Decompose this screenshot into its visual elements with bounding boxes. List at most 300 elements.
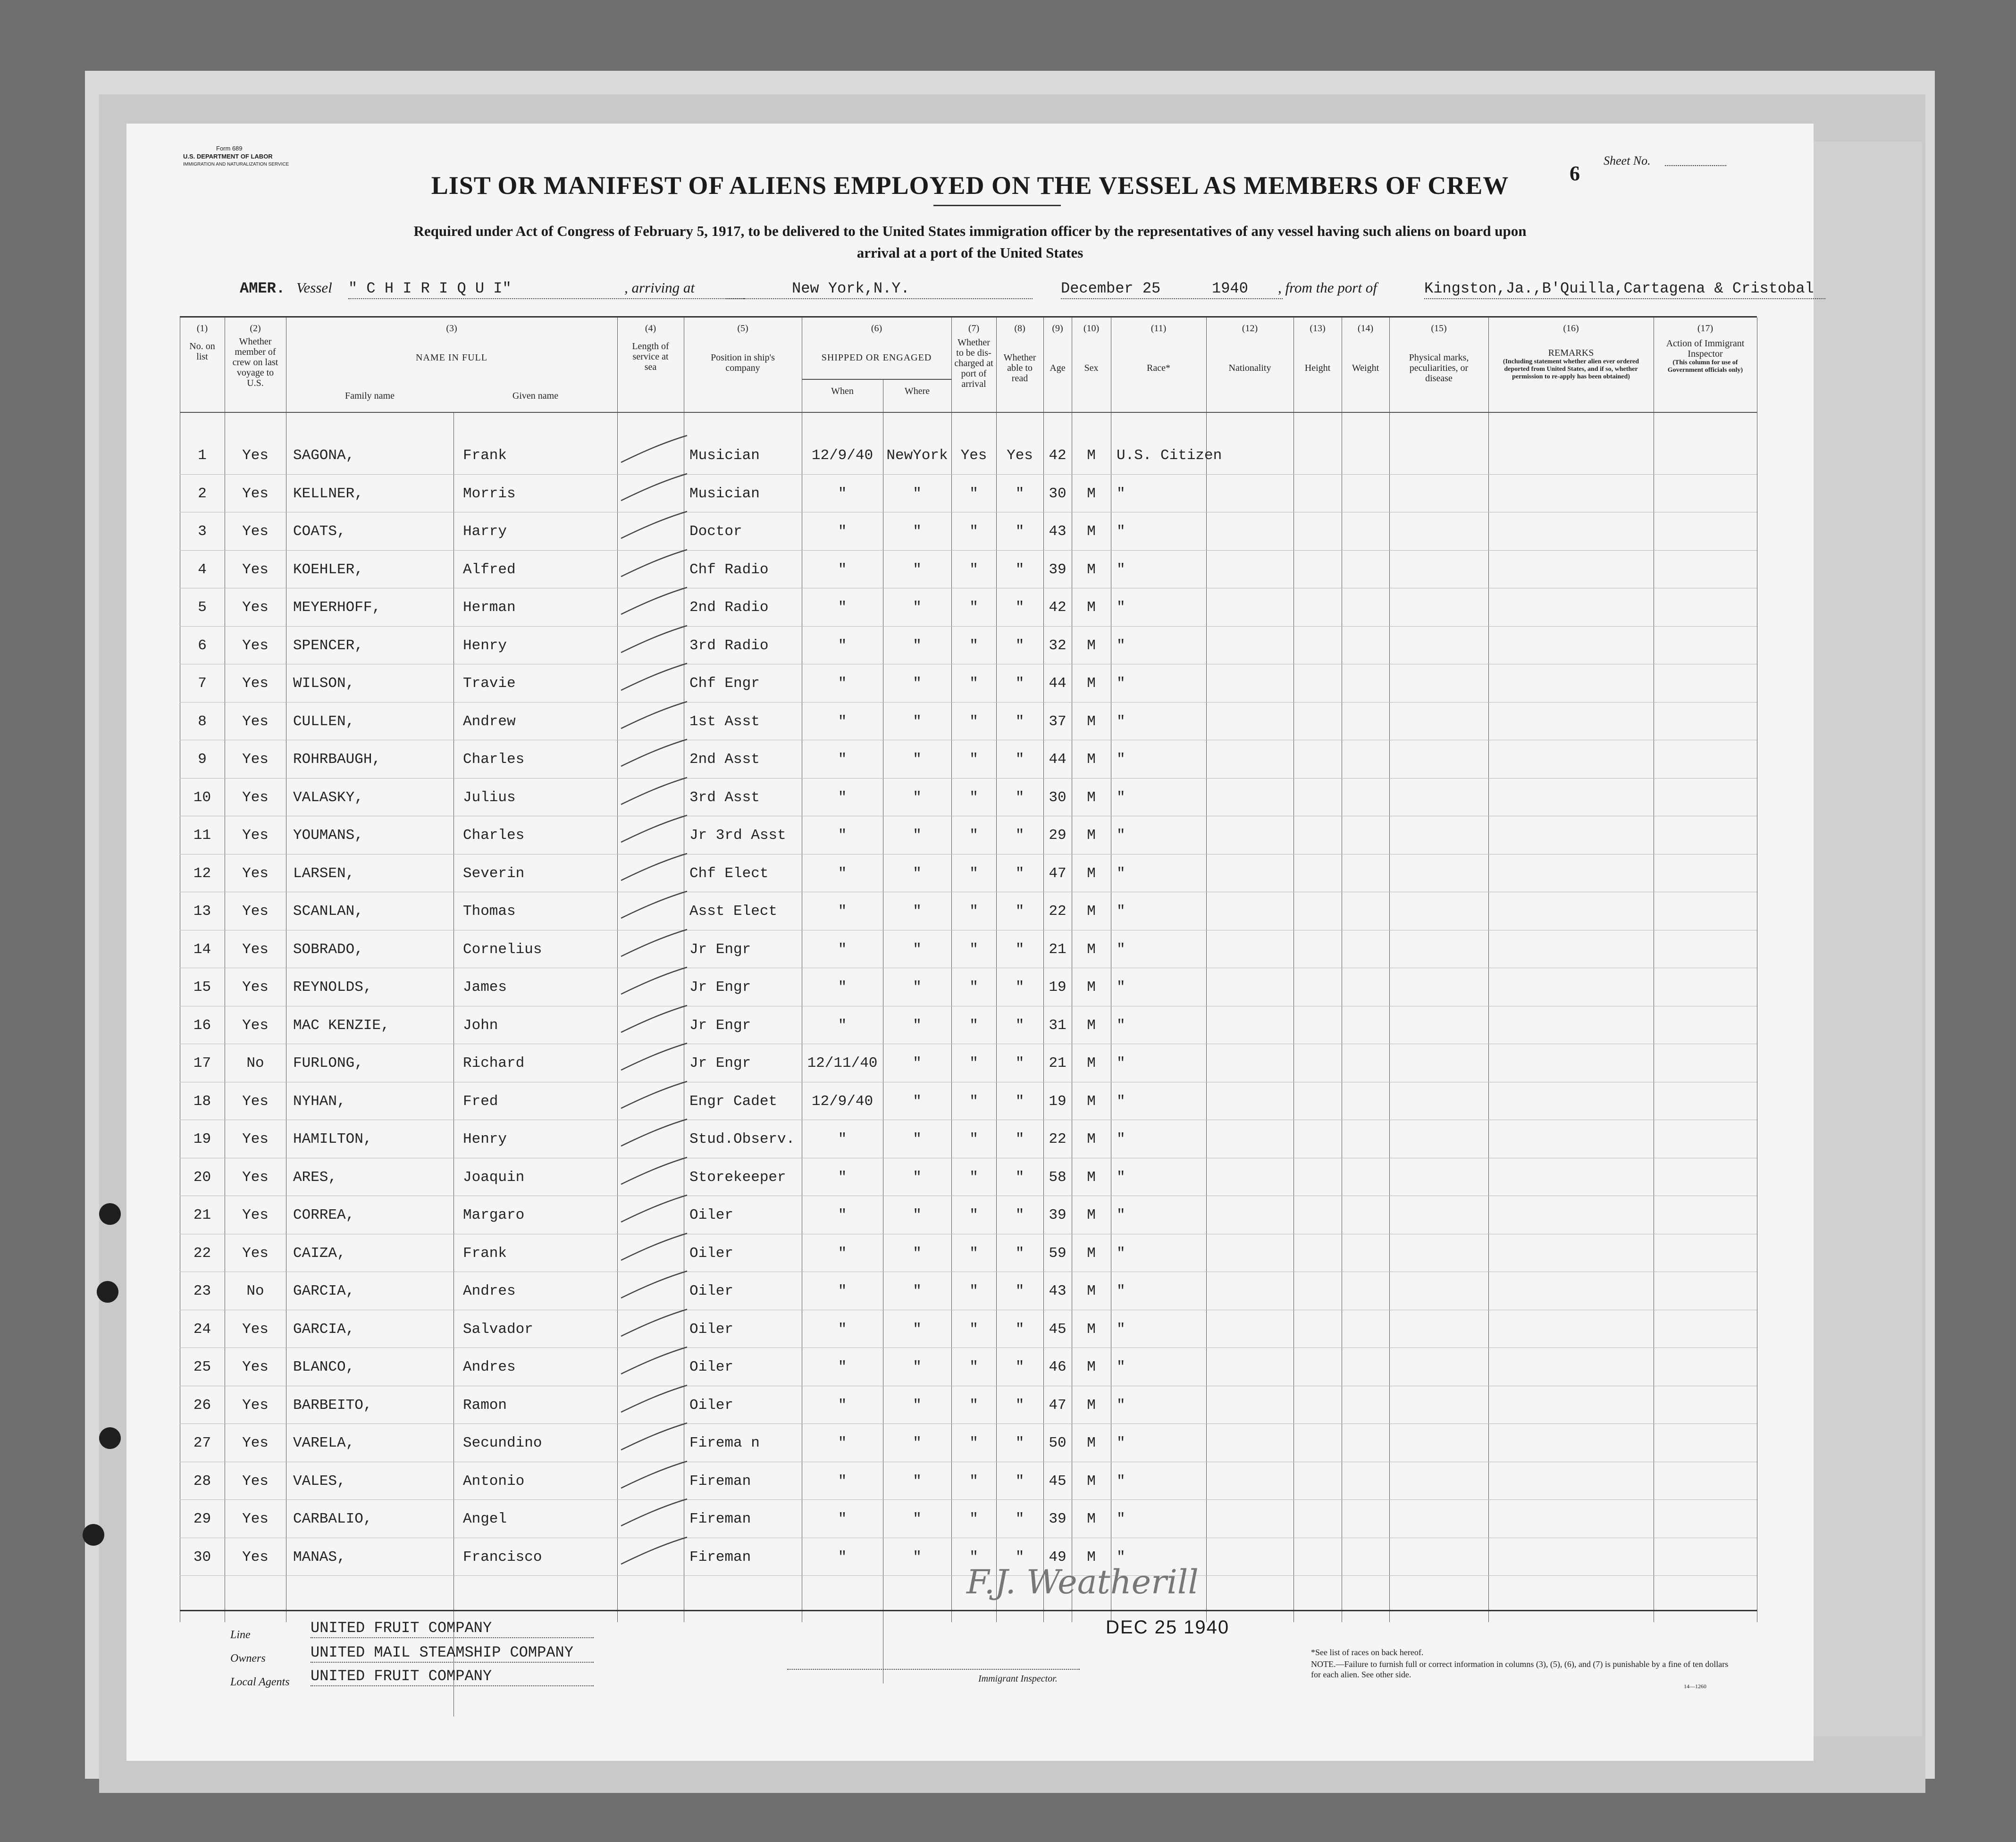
row-rule [180, 1499, 1757, 1500]
sex: M [1087, 1169, 1096, 1186]
check-mark-icon [619, 1079, 689, 1112]
given-name: Salvador [463, 1321, 533, 1338]
discharged: " [969, 751, 978, 768]
shipped-where: " [913, 1283, 922, 1299]
position: 2nd Asst [689, 751, 760, 768]
col-11-header: (11) Race* [1147, 323, 1170, 373]
manifest-sheet [126, 124, 1814, 1761]
shipped-when: 12/9/40 [811, 1093, 874, 1110]
page-title: LIST OR MANIFEST OF ALIENS EMPLOYED ON THE VESSEL AS MEMBERS OF CREW [431, 171, 1509, 200]
shipped-where: " [913, 713, 922, 730]
last-voyage: Yes [242, 637, 269, 654]
shipped-where: " [913, 1017, 922, 1034]
able-to-read: " [1015, 1131, 1025, 1147]
check-mark-icon [619, 1497, 689, 1530]
given-name: Travie [463, 675, 516, 692]
race: " [1117, 1207, 1126, 1223]
shipped-when: " [838, 713, 847, 730]
sheet-number: 6 [1570, 162, 1580, 185]
check-mark-icon [619, 1041, 689, 1074]
family-name-header: Family name [345, 391, 395, 401]
age: 30 [1049, 789, 1067, 806]
row-number: 5 [198, 599, 207, 616]
row-number: 23 [193, 1283, 211, 1299]
last-voyage: Yes [242, 523, 269, 540]
able-to-read: " [1015, 599, 1025, 616]
able-to-read: " [1015, 1017, 1025, 1034]
check-mark-icon [619, 1307, 689, 1340]
table-row [180, 476, 1757, 514]
given-name: Richard [463, 1055, 525, 1072]
given-name: Secundino [463, 1435, 542, 1451]
given-name: Fred [463, 1093, 498, 1110]
shipped-where: " [913, 637, 922, 654]
vessel-flag: AMER. [240, 280, 286, 297]
position: Jr Engr [689, 979, 751, 996]
arriving-at: New York,N.Y. [792, 280, 910, 297]
position: Musician [689, 447, 760, 464]
race: U.S. Citizen [1117, 447, 1222, 464]
age: 29 [1049, 827, 1067, 844]
table-row [180, 704, 1757, 742]
sex: M [1087, 1359, 1096, 1375]
discharged: " [969, 865, 978, 882]
race: " [1117, 903, 1126, 920]
discharged: " [969, 637, 978, 654]
row-number: 28 [193, 1473, 211, 1490]
shipped-when: " [838, 1359, 847, 1375]
race: " [1117, 561, 1126, 578]
given-name: Charles [463, 751, 525, 768]
given-name: Andrew [463, 713, 516, 730]
row-rule [180, 550, 1757, 551]
given-name: Andres [463, 1359, 516, 1375]
shipped-when: " [838, 1245, 847, 1262]
shipped-where: " [913, 1321, 922, 1338]
family-name: CAIZA, [293, 1245, 346, 1262]
position: Fireman [689, 1549, 751, 1566]
row-number: 4 [198, 561, 207, 578]
last-voyage: Yes [242, 1169, 269, 1186]
inspector-line [787, 1669, 1080, 1670]
check-mark-icon [619, 509, 689, 542]
given-name: Henry [463, 1131, 507, 1147]
row-number: 2 [198, 485, 207, 502]
row-number: 29 [193, 1511, 211, 1527]
family-name: FURLONG, [293, 1055, 363, 1072]
sex: M [1087, 789, 1096, 806]
table-row [180, 818, 1757, 856]
sex: M [1087, 1207, 1096, 1223]
form-code: 14—1260 [1684, 1683, 1706, 1690]
able-to-read: " [1015, 1549, 1025, 1566]
table-row [180, 1046, 1757, 1084]
race: " [1117, 1511, 1126, 1527]
able-to-read: " [1015, 1511, 1025, 1527]
given-name: Cornelius [463, 941, 542, 958]
shipped-where: NewYork [886, 447, 948, 464]
family-name: MAC KENZIE, [293, 1017, 390, 1034]
family-name: ARES, [293, 1169, 337, 1186]
shipped-when: 12/11/40 [807, 1055, 878, 1072]
able-to-read: " [1015, 675, 1025, 692]
sex: M [1087, 1511, 1096, 1527]
sex: M [1087, 1055, 1096, 1072]
sheet-number-line [1665, 165, 1726, 166]
row-number: 8 [198, 713, 207, 730]
discharged: " [969, 1435, 978, 1451]
shipped-where: " [913, 485, 922, 502]
when-header: When [831, 386, 854, 396]
table-row [180, 590, 1757, 628]
family-name: CULLEN, [293, 713, 355, 730]
sex: M [1087, 561, 1096, 578]
position: 1st Asst [689, 713, 760, 730]
family-name: LARSEN, [293, 865, 355, 882]
position: Chf Engr [689, 675, 760, 692]
sex: M [1087, 485, 1096, 502]
race: " [1117, 599, 1126, 616]
table-row [180, 1349, 1757, 1388]
col-2-header: (2) Whether member of crew on last voyage to U.S. [232, 323, 278, 388]
shipped-where: " [913, 1055, 922, 1072]
position: 3rd Asst [689, 789, 760, 806]
shipped-when: 12/9/40 [811, 447, 874, 464]
shipped-where: " [913, 599, 922, 616]
race: " [1117, 827, 1126, 844]
position: Jr Engr [689, 1017, 751, 1034]
age: 19 [1049, 979, 1067, 996]
shipped-when: " [838, 675, 847, 692]
age: 47 [1049, 1397, 1067, 1414]
able-to-read: " [1015, 941, 1025, 958]
race: " [1117, 713, 1126, 730]
discharged: " [969, 1549, 978, 1566]
table-row [180, 970, 1757, 1008]
given-name: Antonio [463, 1473, 525, 1490]
position: Oiler [689, 1245, 734, 1262]
discharged: Yes [960, 447, 987, 464]
last-voyage: Yes [242, 827, 269, 844]
given-name: Charles [463, 827, 525, 844]
row-number: 11 [193, 827, 211, 844]
sex: M [1087, 1245, 1096, 1262]
inspector-label: Immigrant Inspector. [978, 1674, 1058, 1684]
given-name: Herman [463, 599, 516, 616]
owners-rule [311, 1662, 594, 1663]
table-row [180, 1464, 1757, 1502]
shipped-when: " [838, 1549, 847, 1566]
last-voyage: Yes [242, 903, 269, 920]
able-to-read: " [1015, 979, 1025, 996]
shipped-where: " [913, 1473, 922, 1490]
row-number: 22 [193, 1245, 211, 1262]
position: Engr Cadet [689, 1093, 778, 1110]
able-to-read: " [1015, 637, 1025, 654]
header-bottom-rule [180, 412, 1757, 413]
position: Asst Elect [689, 903, 778, 920]
able-to-read: " [1015, 1397, 1025, 1414]
col-3-header: (3) NAME IN FULL [416, 323, 487, 363]
col-8-header: (8) Whether able to read [1003, 323, 1036, 384]
shipped-when: " [838, 1131, 847, 1147]
given-name: Severin [463, 865, 525, 882]
able-to-read: " [1015, 561, 1025, 578]
table-row [180, 666, 1757, 704]
position: Storekeeper [689, 1169, 786, 1186]
vessel-label: Vessel [296, 279, 332, 296]
shipped-when: " [838, 979, 847, 996]
race: " [1117, 1131, 1126, 1147]
last-voyage: Yes [242, 1397, 269, 1414]
row-number: 13 [193, 903, 211, 920]
discharged: " [969, 1245, 978, 1262]
given-name: Henry [463, 637, 507, 654]
table-row [180, 1425, 1757, 1464]
position: Stud.Observ. [689, 1131, 795, 1147]
given-name: Thomas [463, 903, 516, 920]
last-voyage: Yes [242, 865, 269, 882]
race: " [1117, 523, 1126, 540]
last-voyage: Yes [242, 1359, 269, 1375]
shipped-when: " [838, 1511, 847, 1527]
check-mark-icon [619, 1193, 689, 1226]
race: " [1117, 1549, 1126, 1566]
position: Chf Elect [689, 865, 769, 882]
table-row [180, 856, 1757, 894]
last-voyage: Yes [242, 1435, 269, 1451]
age: 19 [1049, 1093, 1067, 1110]
sex: M [1087, 941, 1096, 958]
col-4-header: (4) Length of service at sea [632, 323, 669, 372]
inspector-signature: F.J. Weatherill [966, 1563, 1199, 1601]
table-row [180, 1273, 1757, 1312]
family-name: BLANCO, [293, 1359, 355, 1375]
shipped-where: " [913, 675, 922, 692]
arriving-label: , arriving at [624, 279, 695, 296]
service: IMMIGRATION AND NATURALIZATION SERVICE [183, 162, 289, 167]
sex: M [1087, 865, 1096, 882]
discharged: " [969, 1017, 978, 1034]
race: " [1117, 789, 1126, 806]
shipped-where: " [913, 1093, 922, 1110]
from-port: Kingston,Ja.,B'Quilla,Cartagena & Cristobal [1424, 280, 1814, 297]
family-name: BARBEITO, [293, 1397, 372, 1414]
check-mark-icon [619, 737, 689, 770]
family-name: KOEHLER, [293, 561, 363, 578]
family-name: HAMILTON, [293, 1131, 372, 1147]
sex: M [1087, 1093, 1096, 1110]
given-name: James [463, 979, 507, 996]
owners-label: Owners [230, 1652, 266, 1665]
shipped-where: " [913, 751, 922, 768]
age: 37 [1049, 713, 1067, 730]
check-mark-icon [619, 813, 689, 846]
date-stamp: DEC 25 1940 [1106, 1617, 1230, 1638]
shipped-where: " [913, 1245, 922, 1262]
given-name: Joaquin [463, 1169, 525, 1186]
shipped-when: " [838, 1017, 847, 1034]
age: 50 [1049, 1435, 1067, 1451]
check-mark-icon [619, 927, 689, 960]
family-name: MANAS, [293, 1549, 346, 1566]
row-number: 16 [193, 1017, 211, 1034]
sex: M [1087, 1435, 1096, 1451]
age: 43 [1049, 1283, 1067, 1299]
last-voyage: Yes [242, 675, 269, 692]
table-row [180, 628, 1757, 666]
able-to-read: " [1015, 1055, 1025, 1072]
sex: M [1087, 1473, 1096, 1490]
shipped-where: " [913, 979, 922, 996]
race: " [1117, 1245, 1126, 1262]
row-rule [180, 474, 1757, 475]
age: 31 [1049, 1017, 1067, 1034]
discharged: " [969, 485, 978, 502]
age: 22 [1049, 903, 1067, 920]
shipped-where: " [913, 1359, 922, 1375]
sex: M [1087, 1549, 1096, 1566]
agents-value: UNITED FRUIT COMPANY [311, 1667, 492, 1685]
age: 42 [1049, 447, 1067, 464]
age: 39 [1049, 1207, 1067, 1223]
family-name: NYHAN, [293, 1093, 346, 1110]
able-to-read: " [1015, 1435, 1025, 1451]
department: U.S. DEPARTMENT OF LABOR [183, 153, 273, 160]
given-name: Angel [463, 1511, 507, 1527]
family-name: SAGONA, [293, 447, 355, 464]
table-row [180, 1501, 1757, 1540]
last-voyage: Yes [242, 1511, 269, 1527]
family-name: WILSON, [293, 675, 355, 692]
able-to-read: " [1015, 1169, 1025, 1186]
discharged: " [969, 1321, 978, 1338]
position: Oiler [689, 1321, 734, 1338]
given-name: Morris [463, 485, 516, 502]
age: 39 [1049, 561, 1067, 578]
age: 46 [1049, 1359, 1067, 1375]
last-voyage: Yes [242, 1207, 269, 1223]
given-name: Frank [463, 447, 507, 464]
position: Firema n [689, 1435, 760, 1451]
discharged: " [969, 523, 978, 540]
check-mark-icon [619, 889, 689, 922]
family-name: YOUMANS, [293, 827, 363, 844]
col-6-header: (6) SHIPPED OR ENGAGED [821, 323, 932, 363]
row-number: 30 [193, 1549, 211, 1566]
given-name: Andres [463, 1283, 516, 1299]
check-mark-icon [619, 1383, 689, 1416]
given-name: John [463, 1017, 498, 1034]
shipped-when: " [838, 1169, 847, 1186]
able-to-read: " [1015, 1359, 1025, 1375]
last-voyage: Yes [242, 1017, 269, 1034]
position: Doctor [689, 523, 742, 540]
shipped-when: " [838, 1207, 847, 1223]
check-mark-icon [619, 1003, 689, 1036]
table-row [180, 1122, 1757, 1160]
given-name: Ramon [463, 1397, 507, 1414]
family-name: CORREA, [293, 1207, 355, 1223]
shipped-where: " [913, 1397, 922, 1414]
discharged: " [969, 1055, 978, 1072]
shipped-when: " [838, 485, 847, 502]
shipped-when: " [838, 523, 847, 540]
binder-hole [97, 1281, 118, 1303]
race: " [1117, 751, 1126, 768]
sex: M [1087, 1017, 1096, 1034]
position: Chf Radio [689, 561, 769, 578]
form-number: Form 689 [216, 145, 243, 152]
last-voyage: Yes [242, 789, 269, 806]
sex: M [1087, 523, 1096, 540]
able-to-read: " [1015, 1283, 1025, 1299]
col-13-header: (13) Height [1304, 323, 1331, 373]
last-voyage: Yes [242, 713, 269, 730]
row-number: 1 [198, 447, 207, 464]
family-name: VARELA, [293, 1435, 355, 1451]
shipped-when: " [838, 1283, 847, 1299]
check-mark-icon [619, 965, 689, 998]
paper-edge [1814, 142, 1922, 1736]
discharged: " [969, 713, 978, 730]
race: " [1117, 1055, 1126, 1072]
age: 58 [1049, 1169, 1067, 1186]
position: Oiler [689, 1397, 734, 1414]
last-voyage: Yes [242, 485, 269, 502]
last-voyage: Yes [242, 941, 269, 958]
last-voyage: Yes [242, 1093, 269, 1110]
shipped-when: " [838, 1397, 847, 1414]
last-voyage: Yes [242, 1245, 269, 1262]
shipped-when: " [838, 561, 847, 578]
required-text: Required under Act of Congress of February 5, 1917, to be delivered to the United States immigration officer by the representatives of any vessel having such aliens on board upon arrival at a port of the United States [413, 223, 1527, 261]
check-mark-icon [619, 585, 689, 618]
last-voyage: No [246, 1283, 264, 1299]
col-9-header: (9) Age [1050, 323, 1066, 373]
race: " [1117, 979, 1126, 996]
last-voyage: Yes [242, 1321, 269, 1338]
arrival-date: December 25 [1061, 280, 1161, 297]
agents-rule [311, 1685, 594, 1686]
binder-hole [99, 1427, 121, 1449]
row-number: 12 [193, 865, 211, 882]
race: " [1117, 1473, 1126, 1490]
discharged: " [969, 675, 978, 692]
position: Oiler [689, 1207, 734, 1223]
check-mark-icon [619, 623, 689, 656]
col-12-header: (12) Nationality [1228, 323, 1271, 373]
check-mark-icon [619, 1345, 689, 1378]
row-rule [180, 702, 1757, 703]
row-rule [180, 1423, 1757, 1424]
shipped-where: " [913, 789, 922, 806]
age: 44 [1049, 675, 1067, 692]
title-rule [933, 205, 1061, 206]
check-mark-icon [619, 547, 689, 580]
last-voyage: Yes [242, 1473, 269, 1490]
check-mark-icon [619, 661, 689, 694]
last-voyage: Yes [242, 447, 269, 464]
sex: M [1087, 1131, 1096, 1147]
last-voyage: Yes [242, 561, 269, 578]
shipped-when: " [838, 827, 847, 844]
age: 39 [1049, 1511, 1067, 1527]
row-number: 20 [193, 1169, 211, 1186]
shipped-where: " [913, 1169, 922, 1186]
discharged: " [969, 599, 978, 616]
shipped-when: " [838, 789, 847, 806]
